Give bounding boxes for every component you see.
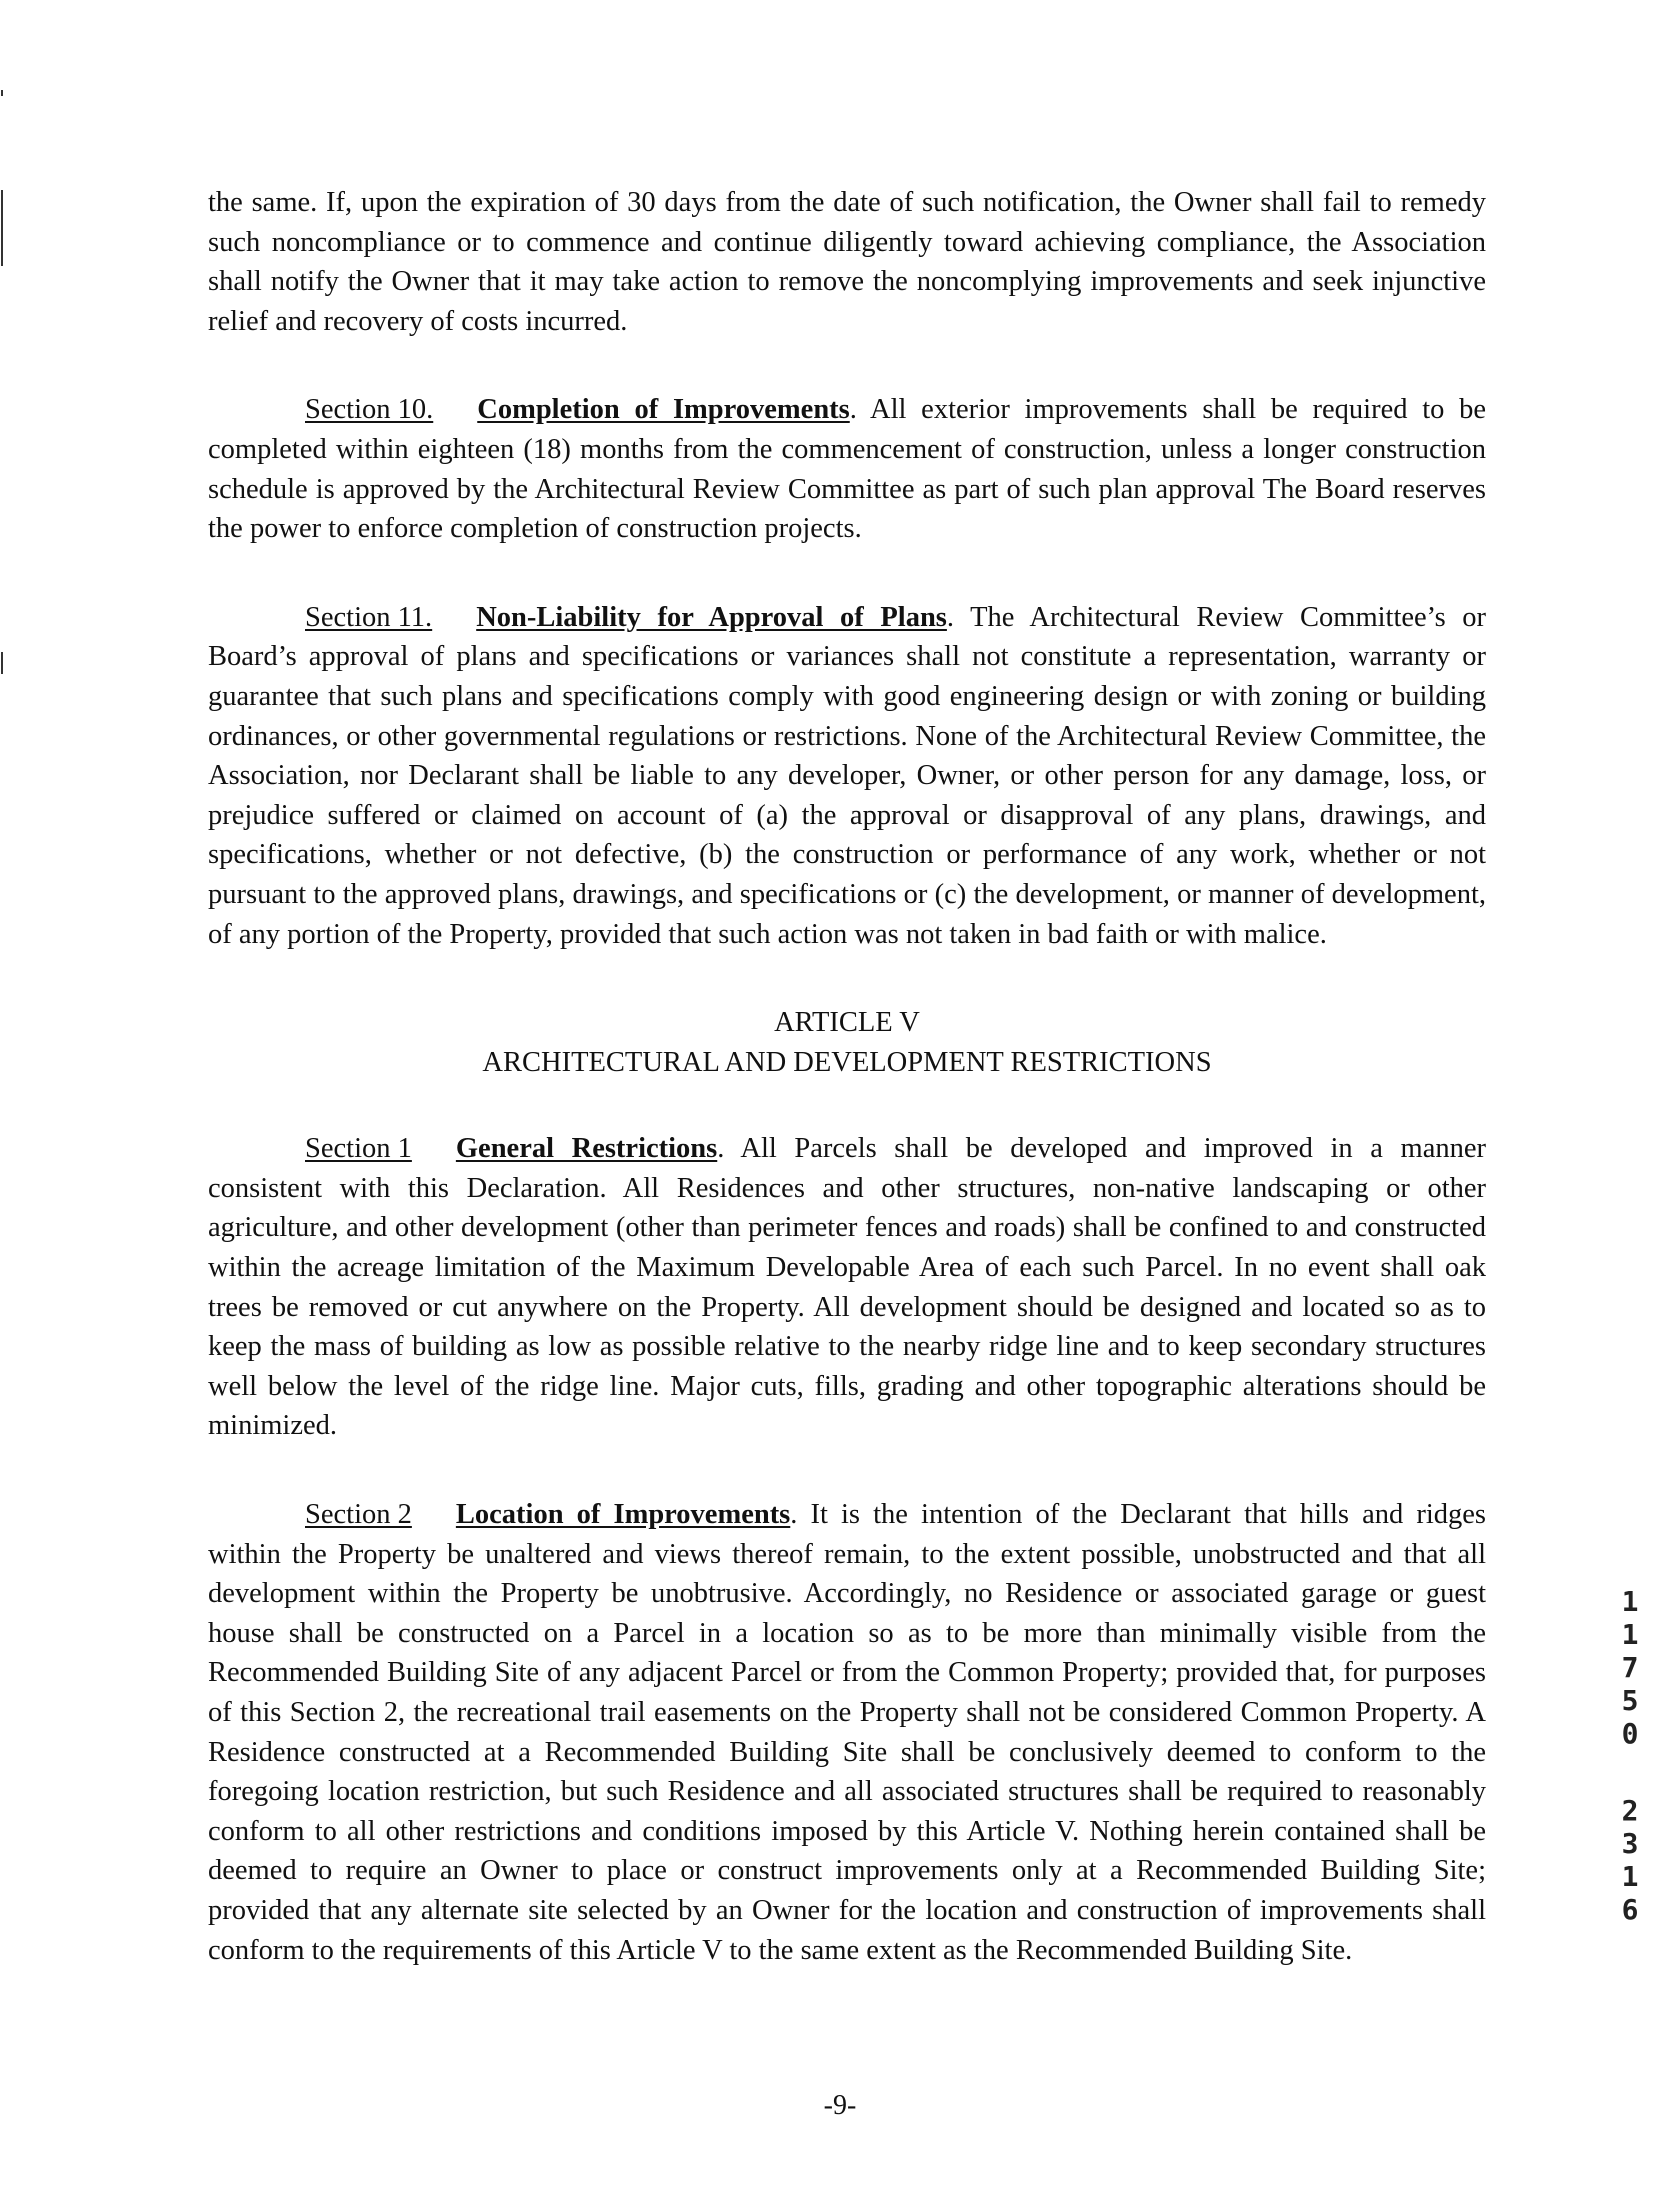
section-2-number: Section 2 [305,1499,412,1531]
article-heading [208,1003,1486,1082]
section-1-title: General Restrictions [455,1133,718,1165]
stamp-digit: 1 [1621,1585,1639,1618]
article-number: ARTICLE V [774,1007,920,1039]
opening-paragraph: the same. If, upon the expiration of 30 days from the date of such notification, the Owner shall fail to remedy such noncompliance or to commence and continue diligently toward achieving compliance, the Association shall notify the Owner that it may take action to remove the noncomplying improvements and seek injunctive relief and recovery of costs incurred. [208,187,1486,337]
section-10-text: . All exterior improvements shall be required to be completed within eighteen (18) months from the commencement of construction, unless a longer construction schedule is approved by the Architectural Review Committee as part of such plan approval The Board reserves the power to enforce completion of construction projects. [208,394,1486,545]
scan-mark-mid [1,652,3,674]
stamp-digit: 1 [1621,1618,1639,1651]
section-11-text: . The Architectural Review Committee’s or Board’s approval of plans and specifications or variances shall not constitute a representation, warranty or guarantee that such plans and specifications comply with good engineering design or with zoning or building ordinances, or other governmental regulations or restrictions. None of the Architectural Review Committee, the Association, nor Declarant shall be liable to any developer, Owner, or other person for any damage, loss, or prejudice suffered or claimed on account of (a) the approval or disapproval of any plans, drawings, and specifications, whether or not defective, (b) the construction or performance of any work, whether or not pursuant to the approved plans, drawings, and specifications or (c) the development, or manner of development, of any portion of the Property, provided that such action was not taken in bad faith or with malice. [208,601,1487,950]
section-2-title: Location of Improvements [455,1499,791,1531]
section-1-number: Section 1 [305,1133,412,1165]
section-10-number: Section 10. [305,394,434,426]
stamp-digit: 7 [1621,1651,1639,1684]
section-2-paragraph [208,1495,1486,1970]
section-11-paragraph [208,598,1486,954]
scan-mark-top [1,90,3,96]
section-2-text: . It is the intention of the Declarant that hills and ridges within the Property be unaltered and views thereof remain, to the extent possible, unobstructed and that all development within the Property be unobtrusive. Accordingly, no Residence or associated garage or guest house shall be constructed on a Parcel in a location so as to be more than minimally visible from the Recommended Building Site of any adjacent Parcel or from the Common Property; provided that, for purposes of this Section 2, the recreational trail easements on the Property shall not be considered Common Property. A Residence constructed at a Recommended Building Site shall be conclusively deemed to conform to the foregoing location restriction, but such Residence and all associated structures shall be required to reasonably conform to all other restrictions and conditions imposed by this Article V. Nothing herein contained shall be deemed to require an Owner to place or construct improvements only at a Recommended Building Site; provided that any alternate site selected by an Owner for the location and construction of improvements shall conform to the requirements of this Article V to the same extent as the Recommended Building Site. [208,1499,1486,1966]
stamp-digit: 3 [1621,1827,1639,1860]
stamp-digit: 5 [1621,1684,1639,1717]
section-1-paragraph [208,1129,1486,1446]
section-11-title: Non-Liability for Approval of Plans [476,601,947,633]
section-1-text: . All Parcels shall be developed and improved in a manner consistent with this Declaration. All Residences and other structures, non-native landscaping or other agriculture, and other development (other than perimeter fences and roads) shall be confined to and constructed within the acreage limitation of the Maximum Developable Area of each such Parcel. In no event shall oak trees be removed or cut anywhere on the Property. All development should be designed and located so as to keep the mass of building as low as possible relative to the nearby ridge line and to keep secondary structures well below the level of the ridge line. Major cuts, fills, grading and other topographic alterations should be minimized. [208,1133,1486,1442]
stamp-digit: 1 [1621,1860,1639,1893]
recording-stamp [1612,1585,1648,1926]
article-title: ARCHITECTURAL AND DEVELOPMENT RESTRICTIONS [482,1046,1212,1078]
scan-mark-left-bar [1,190,3,266]
page-number: -9- [823,2090,857,2121]
section-10-paragraph [208,390,1486,548]
section-11-number: Section 11. [305,601,433,633]
document-body [208,183,1486,2019]
section-10-title: Completion of Improvements [477,394,850,426]
stamp-digit: 2 [1621,1794,1639,1827]
stamp-digit: 0 [1621,1717,1639,1750]
stamp-digit: 6 [1621,1893,1639,1926]
